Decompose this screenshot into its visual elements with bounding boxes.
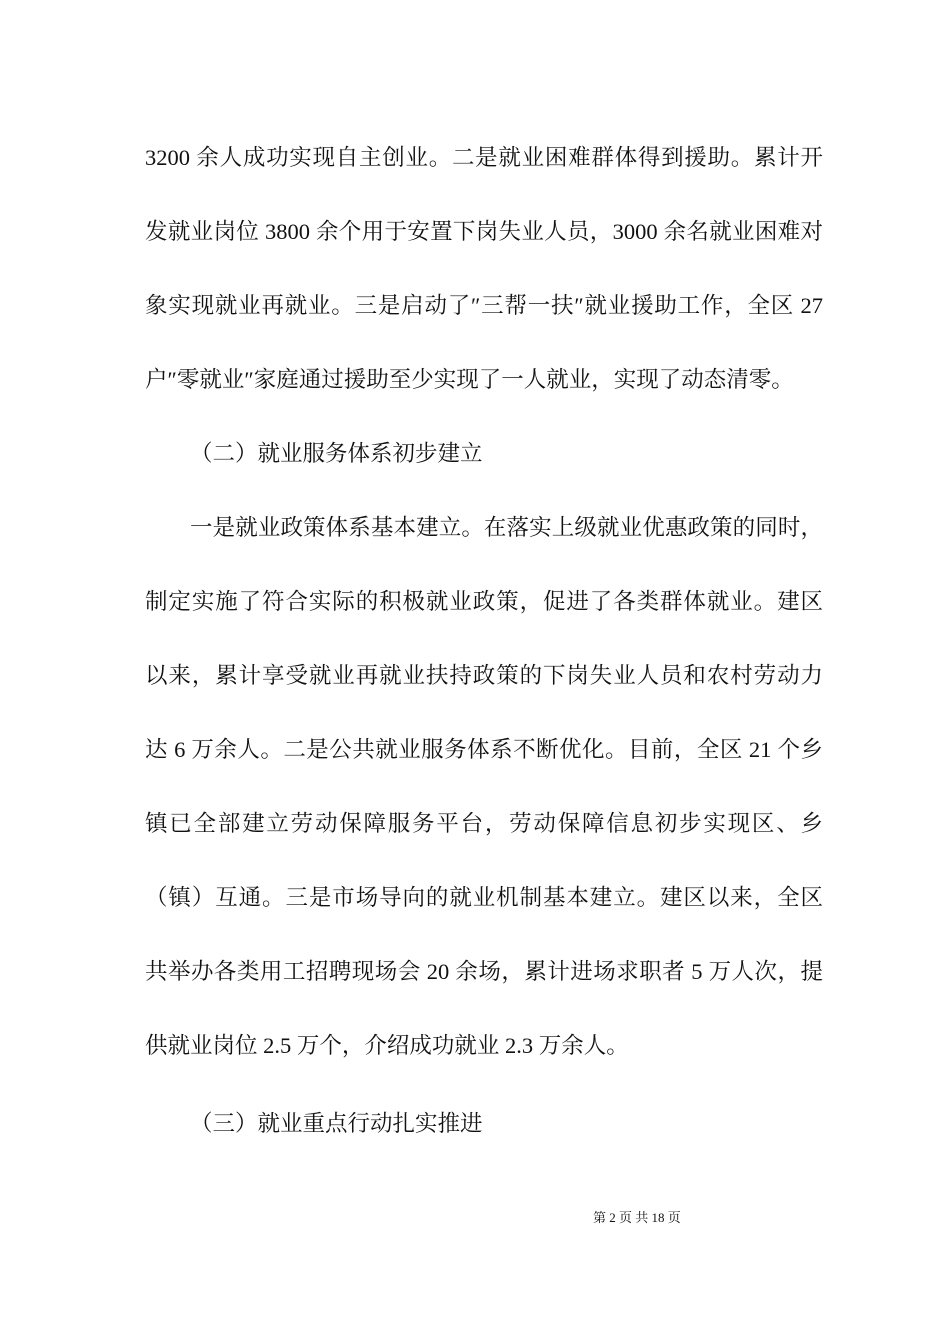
- section-heading-3: （三）就业重点行动扎实推进: [190, 1111, 483, 1136]
- paragraph-line: 象实现就业再就业。三是启动了″三帮一扶″就业援助工作，全区 27: [145, 293, 823, 318]
- paragraph-line: 3200 余人成功实现自主创业。二是就业困难群体得到援助。累计开: [145, 145, 823, 170]
- paragraph-line: 发就业岗位 3800 余个用于安置下岗失业人员，3000 余名就业困难对: [145, 219, 823, 244]
- paragraph-line: 以来，累计享受就业再就业扶持政策的下岗失业人员和农村劳动力: [145, 663, 823, 688]
- paragraph-line: 供就业岗位 2.5 万个，介绍成功就业 2.3 万余人。: [145, 1033, 629, 1058]
- page-number-footer: 第 2 页 共 18 页: [593, 1210, 681, 1225]
- section-heading-2: （二）就业服务体系初步建立: [190, 441, 483, 466]
- paragraph-line: 达 6 万余人。二是公共就业服务体系不断优化。目前，全区 21 个乡: [145, 737, 823, 762]
- paragraph-employment-assistance: [145, 121, 823, 417]
- paragraph-employment-services: [145, 491, 823, 1083]
- paragraph-line: 制定实施了符合实际的积极就业政策，促进了各类群体就业。建区: [145, 589, 823, 614]
- paragraph-line: （镇）互通。三是市场导向的就业机制基本建立。建区以来，全区: [145, 885, 823, 910]
- document-body: [145, 121, 823, 1161]
- paragraph-line: 镇已全部建立劳动保障服务平台，劳动保障信息初步实现区、乡: [145, 811, 823, 836]
- paragraph-line: 共举办各类用工招聘现场会 20 余场，累计进场求职者 5 万人次，提: [145, 959, 823, 984]
- paragraph-line: 一是就业政策体系基本建立。在落实上级就业优惠政策的同时，: [190, 515, 823, 540]
- paragraph-line: 户″零就业″家庭通过援助至少实现了一人就业，实现了动态清零。: [145, 367, 794, 392]
